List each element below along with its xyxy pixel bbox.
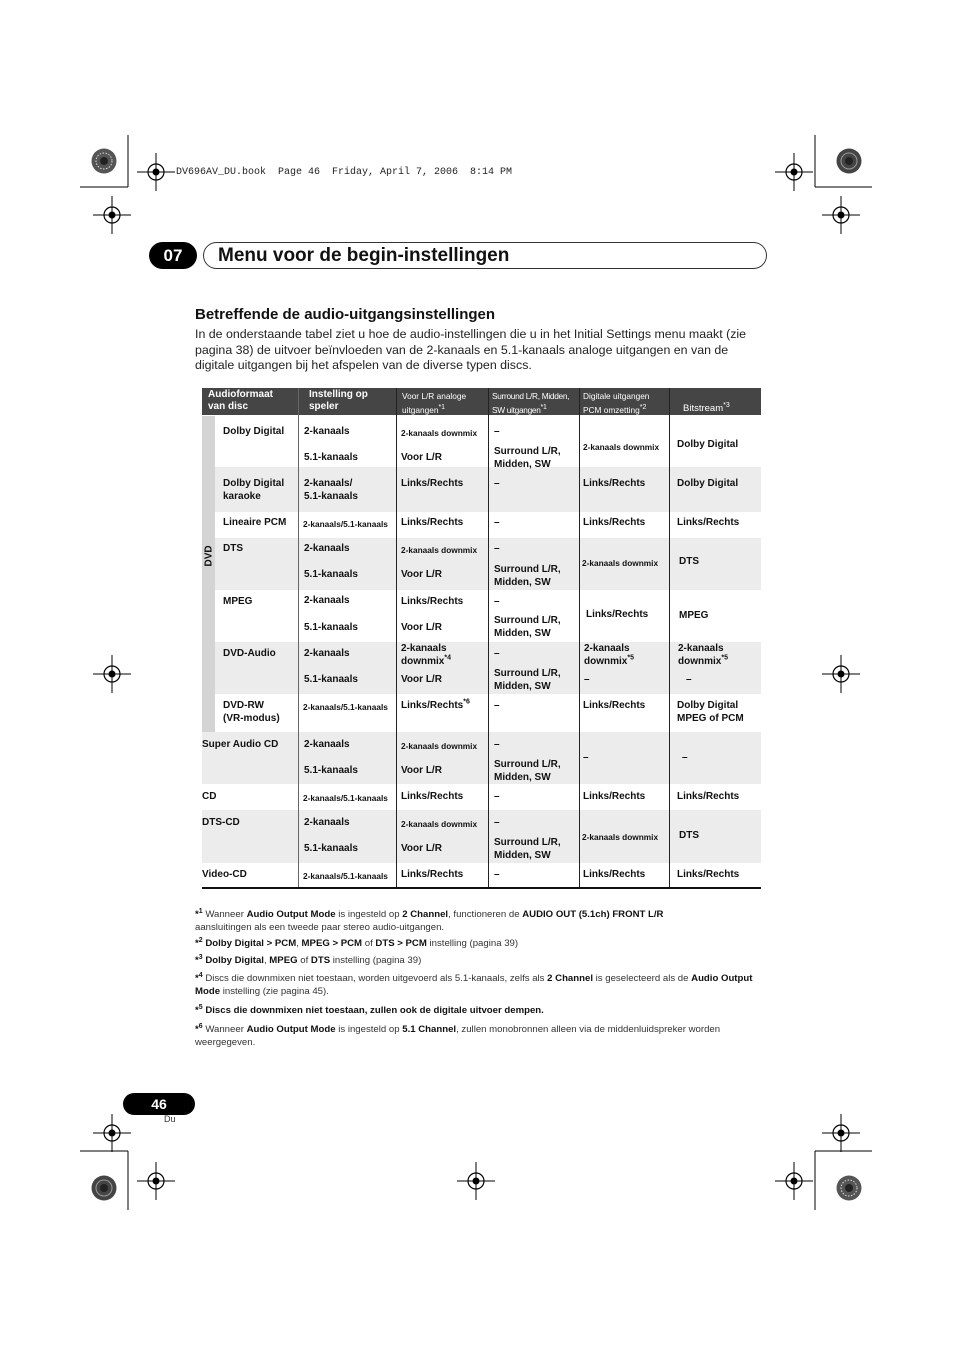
col-header-bitstream: Bitstream$^{*3}$ bbox=[683, 402, 730, 415]
cell-surround: Surround L/R, Midden, SW bbox=[494, 759, 561, 783]
cell-surround: – bbox=[494, 426, 500, 437]
cell-bitstream: – bbox=[686, 674, 692, 685]
cell-front-lr: Links/Rechts bbox=[401, 869, 464, 880]
cell-surround: – bbox=[494, 517, 500, 528]
cell-pcm: Links/Rechts bbox=[583, 517, 646, 528]
column-rule bbox=[396, 388, 397, 888]
cell-bitstream: Links/Rechts bbox=[677, 517, 740, 528]
cell-surround: – bbox=[494, 543, 500, 554]
column-rule bbox=[488, 388, 489, 888]
cell-surround: – bbox=[494, 700, 500, 711]
cell-setting: 2-kanaals/5.1-kanaals bbox=[303, 519, 388, 529]
cell-setting: 2-kanaals bbox=[304, 739, 350, 750]
dvd-group-bar bbox=[202, 416, 215, 732]
registration-mark-icon bbox=[822, 1114, 860, 1152]
cell-setting: 2-kanaals/5.1-kanaals bbox=[303, 702, 388, 712]
cell-setting: 2-kanaals bbox=[304, 648, 350, 659]
cell-pcm: 2-kanaals downmix bbox=[582, 558, 659, 568]
footnote: *$^4$ Discs die downmixen niet toestaan, worden uitgevoerd als 5.1-kanaals, zelfs als 2 Channel is geselecteerd als de Audio Output Mode instelling (zie pagina 45). bbox=[195, 972, 753, 997]
cell-format: Video-CD bbox=[202, 869, 247, 880]
row-band bbox=[202, 810, 761, 863]
footnote: *$^2$ Dolby Digital > PCM, MPEG > PCM of DTS > PCM instelling (pagina 39) bbox=[195, 937, 519, 950]
cell-front-lr: Voor L/R bbox=[401, 452, 442, 463]
cell-pcm: Links/Rechts bbox=[586, 609, 649, 620]
cell-setting: 5.1-kanaals bbox=[304, 452, 358, 463]
cell-front-lr: Links/Rechts bbox=[401, 791, 464, 802]
footnote: *$^5$ Discs die downmixen niet toestaan, zullen ook de digitale uitvoer dempen. bbox=[195, 1004, 544, 1017]
cell-surround: – bbox=[494, 478, 500, 489]
cell-pcm: 2-kanaals downmix bbox=[582, 832, 659, 842]
chapter-number: 07 bbox=[149, 242, 197, 269]
column-rule bbox=[298, 388, 299, 888]
cell-pcm: – bbox=[584, 674, 590, 685]
cell-front-lr: Links/Rechts bbox=[401, 478, 464, 489]
registration-mark-icon bbox=[137, 1162, 175, 1200]
col-header-surround: Surround L/R, Midden, SW uitgangen$^{*1}$ bbox=[492, 391, 570, 415]
cell-pcm: 2-kanaals downmix bbox=[583, 442, 660, 452]
cell-pcm: – bbox=[583, 752, 589, 763]
cell-setting: 2-kanaals/5.1-kanaals bbox=[303, 871, 388, 881]
cell-surround: – bbox=[494, 791, 500, 802]
cell-pcm: Links/Rechts bbox=[583, 869, 646, 880]
table-bottom-rule bbox=[202, 887, 761, 889]
cell-setting: 5.1-kanaals bbox=[304, 765, 358, 776]
col-header-front-lr: Voor L/R analoge uitgangen$^{*1}$ bbox=[402, 391, 467, 415]
cell-front-lr: 2-kanaals downmix bbox=[401, 819, 478, 829]
cell-pcm: Links/Rechts bbox=[583, 478, 646, 489]
cell-setting: 2-kanaals/5.1-kanaals bbox=[303, 793, 388, 803]
col-header-setting: Instelling op speler bbox=[309, 389, 368, 412]
registration-mark-icon bbox=[93, 196, 131, 234]
cell-bitstream: Links/Rechts bbox=[677, 869, 740, 880]
crop-mark-icon bbox=[80, 1150, 130, 1210]
cell-format: CD bbox=[202, 791, 217, 802]
footnote: *$^6$ Wanneer Audio Output Mode is ingesteld op 5.1 Channel, zullen monobronnen alleen via de middenluidspreker worden weergegeven. bbox=[195, 1023, 721, 1048]
cell-bitstream: DTS bbox=[679, 830, 699, 841]
intro-paragraph: In de onderstaande tabel ziet u hoe de audio-instellingen die u in het Initial Settings menu maakt (zie pagina 38) de uitvoer beïnvloeden van de 2-kanaals en 5.1-kanaals analoge uitgangen en van de digitale uitgangen bij het afspelen van de diverse typen discs. bbox=[195, 327, 747, 372]
section-heading: Betreffende de audio-uitgangsinstellingen bbox=[195, 306, 496, 323]
table-header bbox=[202, 388, 761, 415]
cell-pcm: 2-kanaals downmix$^{*5}$ bbox=[584, 643, 634, 667]
column-rule bbox=[669, 388, 670, 888]
cell-surround: – bbox=[494, 817, 500, 828]
cell-front-lr: 2-kanaals downmix bbox=[401, 428, 478, 438]
cell-front-lr: Links/Rechts$^{*6}$ bbox=[401, 698, 470, 711]
cell-front-lr: 2-kanaals downmix bbox=[401, 741, 478, 751]
cell-setting: 2-kanaals bbox=[304, 543, 350, 554]
print-slug: DV696AV_DU.book Page 46 Friday, April 7, 2006 8:14 PM bbox=[176, 167, 513, 178]
registration-mark-icon bbox=[822, 196, 860, 234]
cell-surround: – bbox=[494, 739, 500, 750]
cell-format: Lineaire PCM bbox=[223, 517, 287, 528]
cell-setting: 2-kanaals bbox=[304, 817, 350, 828]
cell-front-lr: Links/Rechts bbox=[401, 596, 464, 607]
cell-front-lr: Voor L/R bbox=[401, 765, 442, 776]
cell-bitstream: Dolby Digital MPEG of PCM bbox=[677, 700, 744, 724]
crop-mark-icon bbox=[814, 135, 874, 190]
cell-bitstream: Dolby Digital bbox=[677, 439, 739, 450]
cell-setting: 2-kanaals bbox=[304, 595, 350, 606]
cell-setting: 5.1-kanaals bbox=[304, 569, 358, 580]
cell-bitstream: Dolby Digital bbox=[677, 478, 739, 489]
cell-bitstream: – bbox=[682, 752, 688, 763]
registration-mark-icon bbox=[822, 655, 860, 693]
cell-front-lr: Voor L/R bbox=[401, 843, 442, 854]
cell-surround: Surround L/R, Midden, SW bbox=[494, 615, 561, 639]
col-header-format: Audioformaat van disc bbox=[208, 389, 273, 412]
column-rule bbox=[579, 388, 580, 888]
cell-bitstream: 2-kanaals downmix$^{*5}$ bbox=[678, 643, 728, 667]
cell-front-lr: 2-kanaals downmix$^{*4}$ bbox=[401, 643, 451, 667]
cell-surround: – bbox=[494, 596, 500, 607]
cell-format: DVD-RW (VR-modus) bbox=[223, 700, 280, 724]
cell-setting: 2-kanaals/ 5.1-kanaals bbox=[304, 478, 358, 502]
cell-bitstream: DTS bbox=[679, 556, 699, 567]
cell-setting: 5.1-kanaals bbox=[304, 843, 358, 854]
crop-mark-icon bbox=[80, 135, 130, 190]
cell-surround: – bbox=[494, 869, 500, 880]
cell-surround: Surround L/R, Midden, SW bbox=[494, 564, 561, 588]
cell-setting: 5.1-kanaals bbox=[304, 674, 358, 685]
cell-bitstream: MPEG bbox=[679, 610, 709, 621]
cell-format: DTS bbox=[223, 543, 243, 554]
cell-front-lr: Voor L/R bbox=[401, 569, 442, 580]
col-header-pcm: Digitale uitgangen PCM omzetting$^{*2}$ bbox=[583, 391, 650, 415]
registration-mark-icon bbox=[93, 1114, 131, 1152]
cell-format: MPEG bbox=[223, 596, 253, 607]
cell-format: Dolby Digital bbox=[223, 426, 285, 437]
footnote: *$^1$ Wanneer Audio Output Mode is ingesteld op 2 Channel, functioneren de AUDIO OUT (5.1ch) FRONT L/R aansluitingen als een tweede paar stereo audio-uitgangen. bbox=[195, 908, 664, 933]
chapter-title-box bbox=[203, 242, 767, 269]
footnote: *$^3$ Dolby Digital, MPEG of DTS instelling (pagina 39) bbox=[195, 954, 422, 967]
row-band bbox=[202, 732, 761, 784]
cell-front-lr: Links/Rechts bbox=[401, 517, 464, 528]
cell-pcm: Links/Rechts bbox=[583, 791, 646, 802]
cell-surround: Surround L/R, Midden, SW bbox=[494, 668, 561, 692]
cell-format: DVD-Audio bbox=[223, 648, 276, 659]
cell-surround: – bbox=[494, 648, 500, 659]
cell-setting: 2-kanaals bbox=[304, 426, 350, 437]
cell-format: DTS-CD bbox=[202, 817, 240, 828]
cell-format: Dolby Digital karaoke bbox=[223, 478, 285, 502]
registration-mark-icon bbox=[93, 655, 131, 693]
cell-format: Super Audio CD bbox=[202, 739, 279, 750]
page-number: 46 bbox=[123, 1093, 195, 1115]
registration-mark-icon bbox=[457, 1162, 495, 1200]
cell-front-lr: Voor L/R bbox=[401, 622, 442, 633]
cell-surround: Surround L/R, Midden, SW bbox=[494, 837, 561, 861]
row-band bbox=[202, 538, 761, 590]
cell-front-lr: 2-kanaals downmix bbox=[401, 545, 478, 555]
registration-mark-icon bbox=[775, 1162, 813, 1200]
crop-mark-icon bbox=[814, 1150, 874, 1210]
cell-front-lr: Voor L/R bbox=[401, 674, 442, 685]
registration-mark-icon bbox=[775, 153, 813, 191]
chapter-title: Menu voor de begin-instellingen bbox=[218, 245, 510, 266]
cell-surround: Surround L/R, Midden, SW bbox=[494, 446, 561, 470]
cell-pcm: Links/Rechts bbox=[583, 700, 646, 711]
language-code: Du bbox=[164, 1114, 176, 1124]
cell-bitstream: Links/Rechts bbox=[677, 791, 740, 802]
cell-setting: 5.1-kanaals bbox=[304, 622, 358, 633]
registration-mark-icon bbox=[137, 153, 175, 191]
dvd-group-label: DVD bbox=[203, 545, 215, 567]
